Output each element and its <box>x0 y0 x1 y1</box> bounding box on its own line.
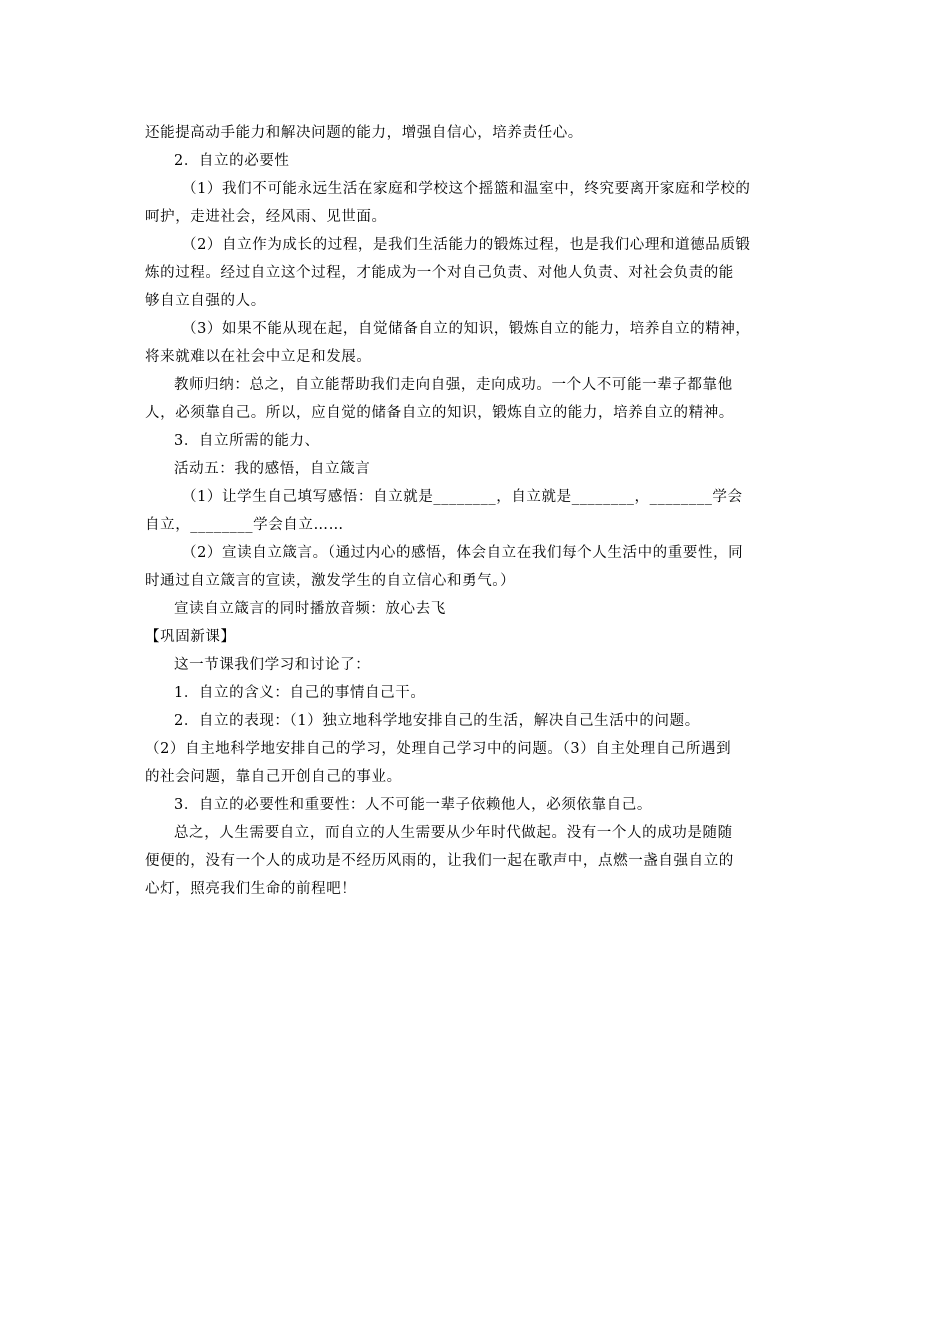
summary-item: 3．自立的必要性和重要性：人不可能一辈子依赖他人，必须依靠自己。 <box>174 797 652 813</box>
fill-in-line: 自立，________学会自立…… <box>145 517 344 533</box>
text-line: 炼的过程。经过自立这个过程，才能成为一个对自己负责、对他人负责、对社会负责的能 <box>145 265 734 281</box>
conclusion-line: 总之，人生需要自立，而自立的人生需要从少年时代做起。没有一个人的成功是随随 <box>174 825 733 841</box>
summary-item: 2．自立的表现：（1）独立地科学地安排自己的生活，解决自己生活中的问题。 <box>174 713 700 729</box>
text-line: （2）自立作为成长的过程，是我们生活能力的锻炼过程，也是我们心理和道德品质锻 <box>182 237 751 253</box>
text-line: （2）自主地科学地安排自己的学习，处理自己学习中的问题。（3）自主处理自己所遇到 <box>145 741 732 757</box>
text-line: 的社会问题，靠自己开创自己的事业。 <box>145 769 402 785</box>
text-line: 将来就难以在社会中立足和发展。 <box>145 349 372 365</box>
text-line: 够自立自强的人。 <box>145 293 266 309</box>
activity-heading: 活动五：我的感悟，自立箴言 <box>174 461 371 477</box>
section-heading-abilities: 3．自立所需的能力、 <box>174 433 320 449</box>
conclusion-line: 便便的，没有一个人的成功是不经历风雨的，让我们一起在歌声中，点燃一盏自强自立的 <box>145 853 734 869</box>
text-line: 宣读自立箴言的同时播放音频：放心去飞 <box>174 601 446 617</box>
conclusion-line: 心灯，照亮我们生命的前程吧！ <box>145 881 357 897</box>
section-heading-necessity: 2．自立的必要性 <box>174 153 290 169</box>
text-line: （2）宣读自立箴言。（通过内心的感悟，体会自立在我们每个人生活中的重要性，同 <box>182 545 744 561</box>
text-line: 人，必须靠自己。所以，应自觉的储备自立的知识，锻炼自立的能力，培养自立的精神。 <box>145 405 734 421</box>
document-body <box>145 119 810 903</box>
text-line: 还能提高动手能力和解决问题的能力，增强自信心，培养责任心。 <box>145 125 583 141</box>
text-line: 时通过自立箴言的宣读，激发学生的自立信心和勇气。） <box>145 573 516 589</box>
section-heading-consolidate: 【巩固新课】 <box>145 629 236 645</box>
summary-item: 1．自立的含义：自己的事情自己干。 <box>174 685 426 701</box>
text-line: 这一节课我们学习和讨论了： <box>174 657 371 673</box>
text-line: （3）如果不能从现在起，自觉储备自立的知识，锻炼自立的能力，培养自立的精神， <box>182 321 751 337</box>
text-line: （1）我们不可能永远生活在家庭和学校这个摇篮和温室中，终究要离开家庭和学校的 <box>182 181 751 197</box>
fill-in-line: （1）让学生自己填写感悟：自立就是________，自立就是________，________学会 <box>182 489 743 505</box>
text-line: 呵护，走进社会，经风雨、见世面。 <box>145 209 387 225</box>
teacher-summary: 教师归纳：总之，自立能帮助我们走向自强，走向成功。一个人不可能一辈子都靠他 <box>174 377 733 393</box>
